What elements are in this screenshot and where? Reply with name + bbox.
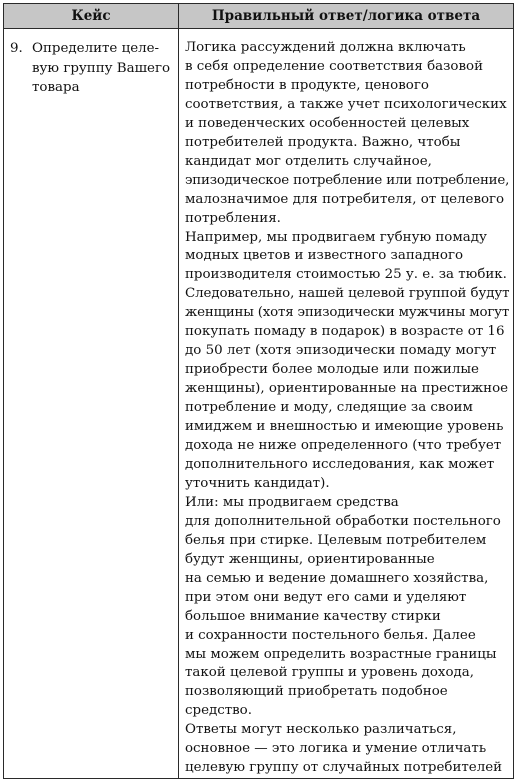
answer-line: потребителей продукта. Важно, чтобы: [185, 134, 461, 150]
table-row: [4, 29, 514, 779]
answer-line: до 50 лет (хотя эпизодически помаду могут: [185, 343, 497, 359]
case-answer-table: [3, 3, 514, 779]
answer-line: для дополнительной обработки постельного: [185, 513, 501, 529]
answer-line: Ответы могут несколько различаться,: [185, 722, 457, 738]
case-question: [32, 39, 172, 98]
answer-line: потребления.: [185, 210, 281, 226]
answer-cell: [179, 29, 514, 779]
answer-line: дополнительного исследования, как может: [185, 456, 495, 472]
answer-line: позволяющий приобретать подобное: [185, 684, 448, 700]
answer-line: и поведенческих особенностей целевых: [185, 115, 470, 131]
answer-line: средство.: [185, 703, 253, 719]
answer-line: женщины (хотя эпизодически мужчины могут: [185, 305, 510, 321]
answer-line: Или: мы продвигаем средства: [185, 494, 399, 510]
case-question-line: товара: [32, 80, 80, 95]
answer-line: Логика рассуждений должна включать: [185, 40, 466, 55]
answer-line: целевую группу от случайных потребителей: [185, 760, 503, 776]
answer-line: дохода не ниже определенного (что требует: [185, 438, 502, 454]
answer-line: на семью и ведение домашнего хозяйства,: [185, 570, 489, 586]
case-number: 9.: [10, 41, 23, 56]
answer-line: потребление и моду, следящие за своим: [185, 400, 473, 416]
case-cell: [4, 29, 179, 779]
answer-text: [185, 39, 509, 778]
answer-line: Например, мы продвигаем губную помаду: [185, 229, 487, 245]
answer-line: Следовательно, нашей целевой группой будут: [185, 286, 510, 302]
answer-line: приобрести более молодые или пожилые: [185, 362, 479, 378]
answer-line: и сохранности постельного белья. Далее: [185, 627, 476, 643]
answer-line: уточнить кандидат).: [185, 475, 330, 491]
answer-line: потребности в продукте, ценового: [185, 77, 429, 93]
header-answer: Правильный ответ/логика ответа: [179, 4, 514, 29]
answer-line: будут женщины, ориентированные: [185, 551, 435, 567]
answer-line: покупать помаду в подарок) в возрасте от 16: [185, 324, 505, 340]
header-case: Кейс: [4, 4, 179, 29]
answer-line: кандидат мог отделить случайное,: [185, 153, 432, 169]
answer-line: малозначимое для потребителя, от целевого: [185, 191, 505, 207]
answer-line: эпизодическое потребление или потребление,: [185, 172, 510, 188]
answer-line: мы можем определить возрастные границы: [185, 646, 497, 662]
answer-line: при этом они ведут его сами и уделяют: [185, 589, 467, 605]
answer-line: основное — это логика и умение отличать: [185, 741, 487, 757]
answer-line: женщины), ориентированные на престижное: [185, 381, 509, 397]
answer-line: белья при стирке. Целевым потребителем: [185, 532, 487, 548]
answer-line: большое внимание качеству стирки: [185, 608, 441, 624]
answer-line: в себя определение соответствия базовой: [185, 58, 484, 74]
case-question-line: Определите целе-: [32, 41, 160, 56]
answer-line: имиджем и внешностью и имеющие уровень: [185, 419, 504, 435]
table-header-row: [4, 4, 514, 29]
answer-line: такой целевой группы и уровень дохода,: [185, 665, 475, 681]
answer-line: соответствия, а также учет психологических: [185, 96, 507, 112]
case-question-line: вую группу Вашего: [32, 60, 171, 76]
answer-line: производителя стоимостью 25 у. е. за тюбик.: [185, 267, 507, 283]
answer-line: модных цветов и известного западного: [185, 248, 464, 264]
